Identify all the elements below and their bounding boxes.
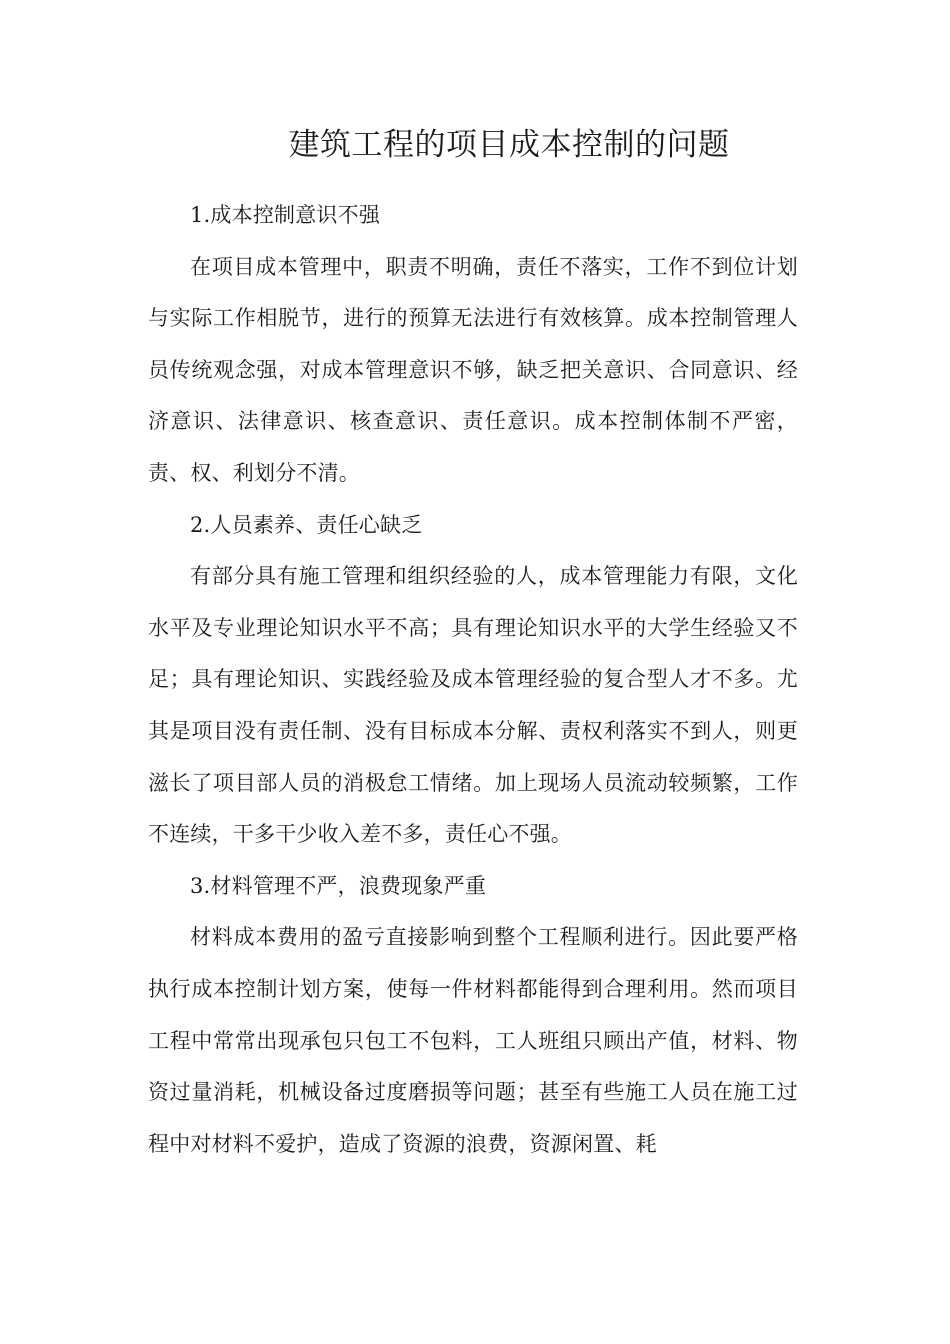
section-heading-1: 1.成本控制意识不强 [190, 203, 381, 227]
section-paragraph-3: 材料成本费用的盈亏直接影响到整个工程顺利进行。因此要严格执行成本控制计划方案，使每一件材料都能得到合理利用。然而项目工程中常常出现承包只包工不包料，工人班组只顾出产值，材料、物资过量消耗，机械设备过度磨损等问题；甚至有些施工人员在施工过程中对材料不爱护，造成了资源的浪费，资源闲置、耗 [148, 925, 798, 1156]
document-body [148, 190, 798, 1170]
document-title: 建筑工程的项目成本控制的问题 [288, 127, 730, 163]
section-heading-3: 3.材料管理不严，浪费现象严重 [190, 873, 487, 898]
section-paragraph-2: 有部分具有施工管理和组织经验的人，成本管理能力有限，文化水平及专业理论知识水平不高；具有理论知识水平的大学生经验又不足；具有理论知识、实践经验及成本管理经验的复合型人才不多。尤其是项目没有责任制、没有目标成本分解、责权利落实不到人，则更滋长了项目部人员的消极怠工情绪。加上现场人员流动较频繁，工作不连续，干多干少收入差不多，责任心不强。 [148, 564, 798, 847]
section-paragraph-1: 在项目成本管理中，职责不明确，责任不落实，工作不到位计划与实际工作相脱节，进行的预算无法进行有效核算。成本控制管理人员传统观念强，对成本管理意识不够，缺乏把关意识、合同意识、经济意识、法律意识、核查意识、责任意识。成本控制体制不严密，责、权、利划分不清。 [148, 254, 798, 485]
section-heading-2: 2.人员素养、责任心缺乏 [190, 512, 423, 537]
